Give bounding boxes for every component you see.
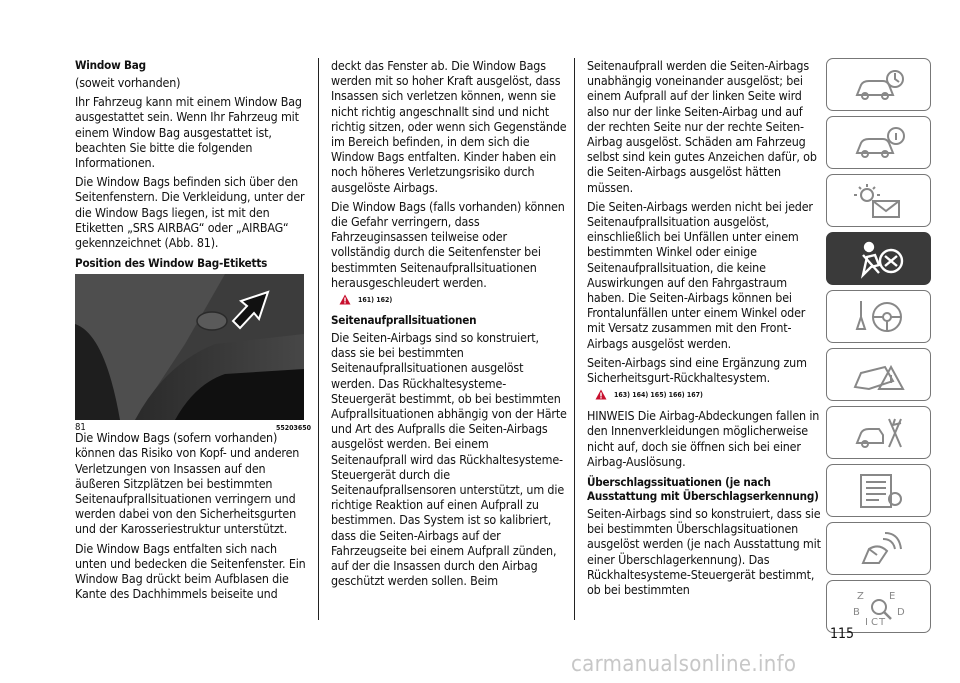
figure-window-bag-label: [75, 274, 304, 420]
figure-code: 55203650: [275, 424, 311, 433]
warning-reference: [339, 294, 567, 305]
paragraph: deckt das Fenster ab. Die Window Bags werden mit so hoher Kraft ausgelöst, dass Insassen sich verletzen können, wenn sie nicht richtig angeschnallt sind und nicht richtig sitzen, oder wenn sich Gegenstände im Bereich befinden, in dem sich die Window Bags entfalten. Kinder haben ein noch höheres Verletzungsrisiko durch ausgelöste Airbags.: [331, 58, 567, 195]
warning-triangle-icon: [595, 389, 607, 400]
subtitle: (soweit vorhanden): [75, 75, 181, 90]
warning-triangle-icon: [339, 294, 351, 305]
svg-text:I: I: [864, 616, 868, 627]
svg-text:B: B: [852, 606, 860, 618]
svg-text:C: C: [870, 616, 878, 627]
svg-text:Z: Z: [856, 590, 864, 602]
emergency-icon: [849, 355, 909, 395]
svg-text:E: E: [888, 590, 895, 602]
warning-lights-icon: [849, 181, 909, 221]
figure-number: 81: [75, 422, 86, 434]
nav-tab-emergency[interactable]: [826, 348, 931, 401]
paragraph: Die Window Bags entfalten sich nach unten und bedecken die Seitenfenster. Ein Window Bag drückt beim Aufblasen die Kante des Dachhimmels beiseite und: [75, 540, 306, 602]
page-number: 115: [830, 626, 855, 642]
footer-watermark: carmanualsonline.info: [571, 652, 797, 677]
multimedia-icon: [849, 529, 909, 569]
airbag-seatbelt-icon: [849, 239, 909, 279]
paragraph: Die Window Bags befinden sich über den Seitenfenstern. Die Verkleidung, unter der die Window Bags liegen, ist mit den Etiketten „SRS AIRBAG“ oder „AIRBAG“ gekennzeichnet (Abb. 81).: [75, 174, 305, 251]
column-2: [331, 58, 567, 593]
warning-refs: 163) 164) 165) 166) 167): [614, 390, 703, 399]
nav-tab-maintenance[interactable]: [826, 406, 931, 459]
paragraph: Seiten-Airbags sind so konstruiert, dass sie bei bestimmten Überschlagsituationen ausgelöst werden (je nach Ausstattung mit einer Überschlagerkennung). Das Rückhaltesysteme-Steuergerät bestimmt, ob bei bestimmten: [587, 506, 821, 598]
warning-reference: [595, 389, 823, 400]
starting-driving-icon: [849, 297, 909, 337]
nav-tab-starting-driving[interactable]: [826, 290, 931, 343]
maintenance-icon: [849, 413, 909, 453]
svg-text:T: T: [878, 616, 885, 627]
paragraph: Seiten-Airbags sind eine Ergänzung zum Sicherheitsgurt-Rückhaltesystem.: [587, 354, 807, 386]
nav-tab-multimedia[interactable]: [826, 522, 931, 575]
section-title-window-bag: Window Bag: [75, 58, 146, 72]
nav-tab-dashboard[interactable]: [826, 58, 931, 111]
airbag-label-badge: [197, 312, 227, 330]
technical-data-icon: [849, 471, 909, 511]
paragraph: Ihr Fahrzeug kann mit einem Window Bag ausgestattet sein. Wenn Ihr Fahrzeug mit einem Window Bag ausgestattet ist, beachten Sie bitte die folgenden Informationen.: [75, 94, 302, 171]
section-heading: Überschlagssituationen (je nach Ausstattung mit Überschlagserkennung): [587, 475, 819, 504]
paragraph: Die Window Bags (falls vorhanden) können die Gefahr verringern, dass Fahrzeuginsassen teilweise oder vollständig durch die Seitenfenster bei bestimmten Seitenaufprallsituationen herausgeschleudert werden.: [331, 198, 565, 290]
nav-tab-warning-lights[interactable]: [826, 174, 931, 227]
column-divider: [574, 58, 575, 620]
car-dashboard-icon: [849, 65, 909, 105]
column-3: [587, 58, 823, 601]
paragraph: Die Seiten-Airbags sind so konstruiert, dass sie bei bestimmten Seitenaufprallsituationen ausgelöst werden. Das Rückhaltesysteme-Steuergerät bestimmt, ob bei bestimmten Aufprallsituationen abhängig von der Härte und Art des Aufpralls die Seiten-Airbags ausgelöst werden. Bei einem Seitenaufprall wird das Rückhaltesysteme-Steuergerät durch die Seitenaufprallsensoren unterstützt, um die richtige Reaktion auf einen Aufprall zu bestimmen. Das System ist so kalibriert, dass die Seiten-Airbags auf der Fahrzeugseite bei einem Aufprall zünden, auf der die Insassen durch den Airbag geschützt werden sollen. Beim: [331, 330, 567, 589]
index-icon: [849, 587, 909, 627]
column-1: [75, 58, 311, 605]
figure-heading: Position des Window Bag-Etiketts: [75, 256, 268, 271]
nav-tab-car-info[interactable]: [826, 116, 931, 169]
warning-refs: 161) 162): [358, 295, 393, 304]
car-info-icon: [849, 123, 909, 163]
section-heading: Seitenaufprallsituationen: [331, 313, 477, 328]
nav-tab-safety[interactable]: [826, 232, 931, 285]
paragraph: Die Window Bags (sofern vorhanden) können das Risiko von Kopf- und anderen Verletzungen von Insassen auf den äußeren Sitzplätzen bei bestimmten Seitenaufprallsituationen verringern und werden dabei von den Sicherheitsgurten und der Karosseriestruktur unterstützt.: [75, 430, 300, 537]
nav-tab-technical-data[interactable]: [826, 464, 931, 517]
paragraph: Die Seiten-Airbags werden nicht bei jeder Seitenaufprallsituation ausgelöst, einschließlich bei Unfällen unter einem bestimmten Winkel oder einige Seitenaufprallsituation, die keine Auswirkungen auf den Fahrgastraum haben. Die Seiten-Airbags können bei Frontalunfällen unter einem Winkel oder mit Versatz zusammen mit den Front-Airbags ausgelöst werden.: [587, 198, 813, 351]
paragraph: Seitenaufprall werden die Seiten-Airbags unabhängig voneinander ausgelöst; bei einem Aufprall auf der linken Seite wird also nur der linke Seiten-Airbag und auf der rechten Seite nur der rechte Seiten-Airbag ausgelöst. Schäden am Fahrzeug selbst sind kein gutes Anzeichen dafür, ob die Seiten-Airbags ausgelöst hätten müssen.: [587, 58, 817, 195]
svg-text:D: D: [896, 606, 905, 618]
note-paragraph: HINWEIS Die Airbag-Abdeckungen fallen in den Innenverkleidungen möglicherweise nicht auf, doch sie öffnen sich bei einer Airbag-Auslösung.: [587, 408, 820, 469]
column-divider: [318, 58, 319, 620]
figure-illustration: [75, 274, 304, 420]
